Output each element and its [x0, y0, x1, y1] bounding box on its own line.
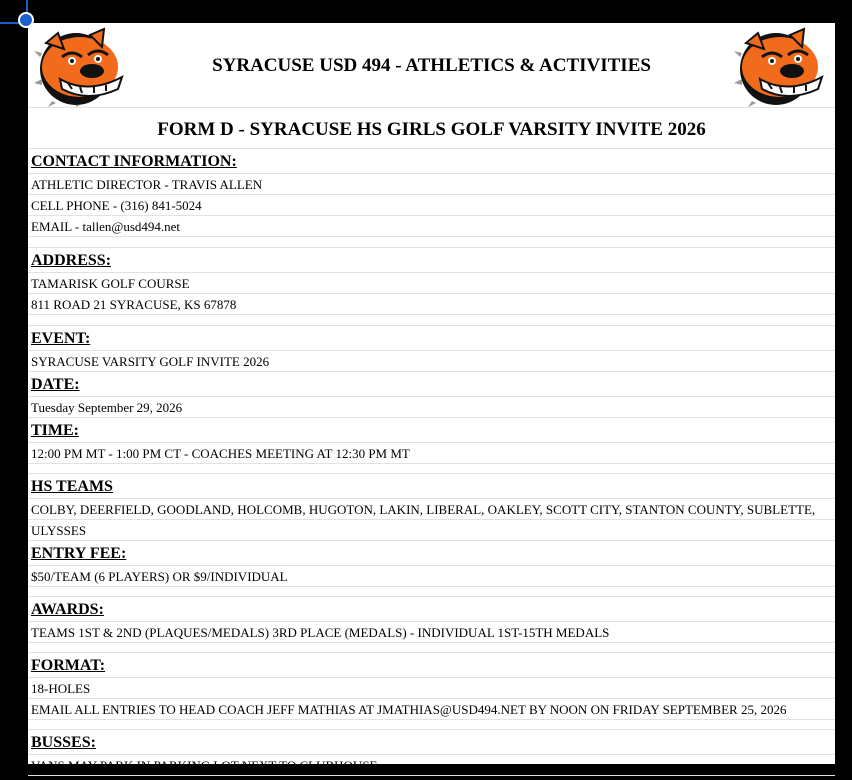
contact-phone: CELL PHONE - (316) 841-5024 — [28, 195, 835, 216]
teams-line-1: COLBY, DEERFIELD, GOODLAND, HOLCOMB, HUGOTON, LAKIN, LIBERAL, OAKLEY, SCOTT CITY, STANTON COUNTY, SUBLETTE, — [28, 499, 835, 520]
contact-director: ATHLETIC DIRECTOR - TRAVIS ALLEN — [28, 174, 835, 195]
teams-heading: HS TEAMS — [28, 474, 835, 499]
time-value: 12:00 PM MT - 1:00 PM CT - COACHES MEETING AT 12:30 PM MT — [28, 443, 835, 464]
busses-heading: BUSSES: — [28, 730, 835, 755]
header-row — [28, 23, 835, 108]
address-line-2: 811 ROAD 21 SYRACUSE, KS 67878 — [28, 294, 835, 315]
date-value: Tuesday September 29, 2026 — [28, 397, 835, 418]
address-line-1: TAMARISK GOLF COURSE — [28, 273, 835, 294]
entry-fee-heading: ENTRY FEE: — [28, 541, 835, 566]
school-title: SYRACUSE USD 494 - ATHLETICS & ACTIVITIES — [212, 55, 651, 76]
form-sheet — [28, 23, 835, 773]
busses-value: VANS MAY PARK IN PARKING LOT NEXT TO CLUBHOUSE — [28, 755, 835, 776]
spacer-row — [28, 587, 835, 597]
time-heading: TIME: — [28, 418, 835, 443]
spacer-row — [28, 237, 835, 248]
awards-value: TEAMS 1ST & 2ND (PLAQUES/MEDALS) 3RD PLACE (MEDALS) - INDIVIDUAL 1ST-15TH MEDALS — [28, 622, 835, 643]
resize-handle[interactable] — [18, 12, 34, 28]
date-heading: DATE: — [28, 372, 835, 397]
awards-heading: AWARDS: — [28, 597, 835, 622]
spacer-row — [28, 315, 835, 326]
format-line-2: EMAIL ALL ENTRIES TO HEAD COACH JEFF MATHIAS AT JMATHIAS@USD494.NET BY NOON ON FRIDAY SEPTEMBER 25, 2026 — [28, 699, 835, 720]
entry-fee-value: $50/TEAM (6 PLAYERS) OR $9/INDIVIDUAL — [28, 566, 835, 587]
teams-line-2: ULYSSES — [28, 520, 835, 541]
contact-heading: CONTACT INFORMATION: — [28, 149, 835, 174]
format-heading: FORMAT: — [28, 653, 835, 678]
spacer-row — [28, 464, 835, 474]
bulldog-mascot-icon — [732, 27, 832, 107]
contact-email: EMAIL - tallen@usd494.net — [28, 216, 835, 237]
event-heading: EVENT: — [28, 326, 835, 351]
spacer-row — [28, 720, 835, 730]
address-heading: ADDRESS: — [28, 248, 835, 273]
form-title: FORM D - SYRACUSE HS GIRLS GOLF VARSITY INVITE 2026 — [28, 108, 835, 149]
format-line-1: 18-HOLES — [28, 678, 835, 699]
spacer-row — [28, 643, 835, 653]
event-value: SYRACUSE VARSITY GOLF INVITE 2026 — [28, 351, 835, 372]
